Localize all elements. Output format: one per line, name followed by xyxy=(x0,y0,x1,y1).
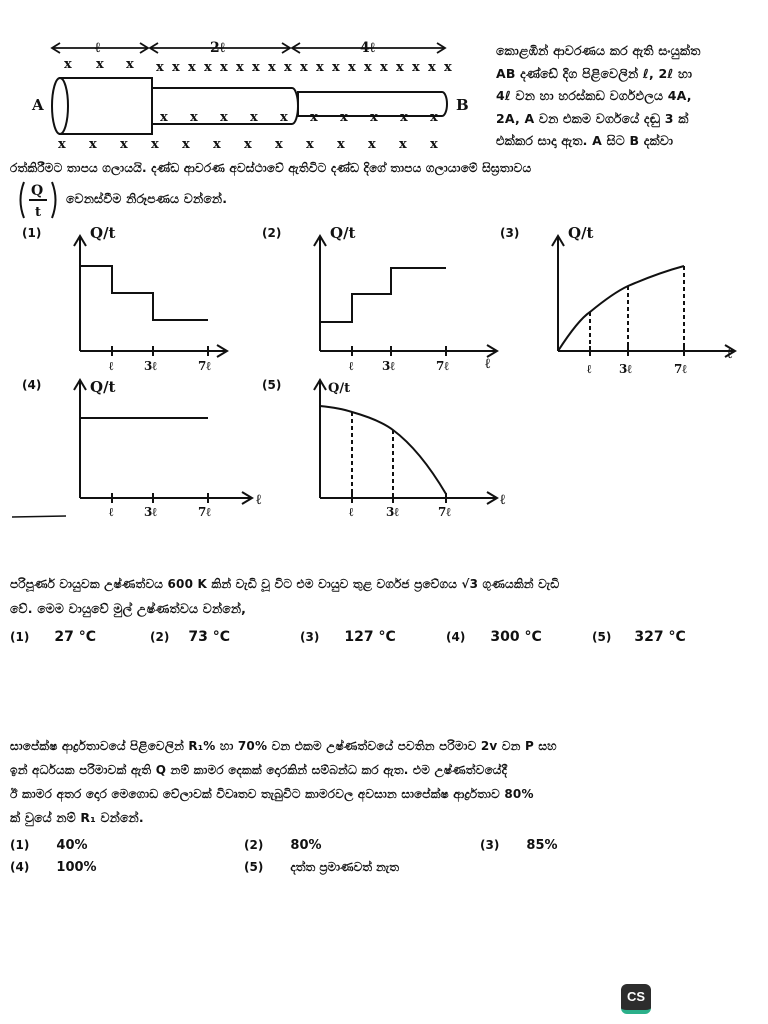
q1-text-line: AB දණ්ඩේ දිග පිළිවෙලින් ℓ, 2ℓ හා xyxy=(496,65,693,81)
insulation-x-mark: x xyxy=(151,137,159,152)
rising-curve xyxy=(558,266,684,351)
q1-option-2-number[interactable]: (2) xyxy=(262,226,282,240)
x-tick: 3ℓ xyxy=(144,359,157,373)
q1-option-1-graph[interactable] xyxy=(50,218,230,373)
x-tick: 3ℓ xyxy=(619,362,632,376)
q2-option-4[interactable] xyxy=(446,626,542,645)
option-value: 127 °C xyxy=(344,629,396,645)
x-tick: 7ℓ xyxy=(198,505,211,519)
end-label-b: B xyxy=(456,96,469,114)
y-axis-label: Q/t xyxy=(328,381,351,396)
q1-text-line-7: වෙනස්වීම නිරූපණය වන්නේ. xyxy=(66,191,228,206)
x-tick: ℓ xyxy=(349,505,354,519)
rod-sections xyxy=(52,78,447,134)
q2-option-3[interactable] xyxy=(300,626,396,645)
insulation-x-mark: x xyxy=(268,60,276,75)
composite-rod-diagram xyxy=(20,30,490,165)
x-axis-label: ℓ xyxy=(485,356,491,372)
q3-option-1[interactable] xyxy=(10,834,88,853)
q1-option-5-number[interactable]: (5) xyxy=(262,378,282,392)
option-value: 300 °C xyxy=(490,629,542,645)
insulation-x-mark: x xyxy=(284,60,292,75)
insulation-x-mark: x xyxy=(280,110,288,125)
q3-text-line-1: සාපේක්ෂ ආර්ද්‍රතාවයේ පිළිවෙලින් R₁% හා 70% වන එකම උෂ්ණත්වයේ පවතින පරිමාව 2v වන P සහ xyxy=(10,739,557,753)
insulation-x-mark: x xyxy=(120,137,128,152)
q1-option-2-graph[interactable] xyxy=(290,218,505,373)
length-dimension-arrows xyxy=(52,43,445,53)
option-value: 80% xyxy=(290,838,322,853)
insulation-x-mark: x xyxy=(188,60,196,75)
x-tick: ℓ xyxy=(109,505,114,519)
option-number: (2) xyxy=(150,630,170,644)
insulation-x-mark: x xyxy=(160,110,168,125)
insulation-x-mark: x xyxy=(213,137,221,152)
length-label-1: ℓ xyxy=(95,40,101,56)
option-number: (1) xyxy=(10,838,30,852)
insulation-x-mark: x xyxy=(126,57,134,72)
fraction-numerator: Q xyxy=(31,183,44,199)
option-number: (4) xyxy=(10,860,30,874)
q3-text-line-4: ක් වුයේ නම් R₁ වන්නේ. xyxy=(10,810,144,825)
option-number: (3) xyxy=(480,838,500,852)
q3-option-2[interactable] xyxy=(244,834,322,853)
insulation-x-mark: x xyxy=(275,137,283,152)
option-number: (5) xyxy=(244,860,264,874)
insulation-x-mark: x xyxy=(190,110,198,125)
insulation-x-mark: x xyxy=(236,60,244,75)
insulation-x-mark: x xyxy=(156,60,164,75)
insulation-x-mark: x xyxy=(380,60,388,75)
y-axis-label: Q/t xyxy=(568,224,594,242)
option-value: 73 °C xyxy=(188,629,231,645)
x-tick: ℓ xyxy=(109,359,114,373)
insulation-x-mark: x xyxy=(444,60,452,75)
q2-option-2[interactable] xyxy=(150,626,230,645)
q2-text-line-1: පරිපූර්ණ වායුවක උෂ්ණත්වය 600 K කින් වැඩි වූ විට එම වායුව තුළ වර්ගජ ප්‍රවේගය √3 ගුණයකින් වැඩි xyxy=(10,577,560,591)
y-axis-label: Q/t xyxy=(90,224,116,242)
insulation-x-mark: x xyxy=(370,110,378,125)
option-number: (3) xyxy=(300,630,320,644)
insulation-x-mark: x xyxy=(182,137,190,152)
x-axis-label: ℓ xyxy=(256,492,262,508)
insulation-x-mark: x xyxy=(348,60,356,75)
fraction-denominator: t xyxy=(35,205,42,220)
insulation-x-mark: x xyxy=(412,60,420,75)
insulation-x-mark: x xyxy=(368,137,376,152)
step-up-curve xyxy=(320,268,446,322)
x-tick: ℓ xyxy=(349,359,354,373)
q1-description xyxy=(496,40,764,153)
insulation-x-mark: x xyxy=(430,137,438,152)
insulation-x-mark: x xyxy=(400,110,408,125)
insulation-x-mark: x xyxy=(340,110,348,125)
insulation-x-mark: x xyxy=(306,137,314,152)
option-value: 100% xyxy=(56,860,97,875)
length-label-3: 4ℓ xyxy=(360,40,375,56)
insulation-x-mark: x xyxy=(332,60,340,75)
length-label-2: 2ℓ xyxy=(210,40,225,56)
x-tick: 7ℓ xyxy=(198,359,211,373)
insulation-x-mark: x xyxy=(244,137,252,152)
x-tick: 3ℓ xyxy=(382,359,395,373)
insulation-x-mark: x xyxy=(220,110,228,125)
insulation-x-mark: x xyxy=(364,60,372,75)
q2-option-5[interactable] xyxy=(592,626,686,645)
insulation-x-mark: x xyxy=(220,60,228,75)
insulation-x-mark: x xyxy=(310,110,318,125)
insulation-x-mark: x xyxy=(58,137,66,152)
y-axis-label: Q/t xyxy=(330,224,356,242)
step-down-curve xyxy=(80,266,208,320)
q3-option-5[interactable] xyxy=(244,856,399,875)
insulation-x-mark: x xyxy=(252,60,260,75)
option-value: 85% xyxy=(526,838,558,853)
x-tick: 7ℓ xyxy=(674,362,687,376)
x-tick: 7ℓ xyxy=(436,359,449,373)
insulation-x-mark: x xyxy=(300,60,308,75)
x-axis-label: ℓ xyxy=(727,346,733,362)
q3-text-line-3: ඊ කාමර අතර දොර මෙගොඩ වේලාවක් විවෘතව තැබුවිට කාමරවල අවසාන සාපේක්ෂ ආර්ද්‍රතාව 80% xyxy=(10,787,534,801)
x-tick: 3ℓ xyxy=(386,505,399,519)
insulation-x-mark: x xyxy=(337,137,345,152)
insulation-x-mark: x xyxy=(64,57,72,72)
q3-option-4[interactable] xyxy=(10,856,97,875)
q1-text-line: 2A, A වන එකම වර්ගයේ දඬු 3 ක් xyxy=(496,110,689,126)
falling-curve xyxy=(320,406,446,494)
q1-option-5-graph[interactable] xyxy=(290,370,515,520)
x-tick: 7ℓ xyxy=(438,505,451,519)
insulation-x-mark: x xyxy=(430,110,438,125)
rod-end-a xyxy=(52,78,68,134)
insulation-x-mark: x xyxy=(396,60,404,75)
camscanner-logo: CS xyxy=(621,984,651,1014)
x-tick: ℓ xyxy=(587,362,592,376)
option-value: 27 °C xyxy=(54,629,97,645)
option-number: (4) xyxy=(446,630,466,644)
y-axis-label: Q/t xyxy=(90,378,116,396)
option-value: 327 °C xyxy=(634,629,686,645)
option-number: (2) xyxy=(244,838,264,852)
q1-option-1-number[interactable]: (1) xyxy=(22,226,42,240)
insulation-x-mark: x xyxy=(399,137,407,152)
x-axis-label: ℓ xyxy=(500,492,506,508)
q3-text-line-2: ඉන් අර්ධයක පරිමාවක් ඇති Q නම් කාමර දෙකක් දොරකින් සම්බන්ධ කර ඇත. එම උෂ්ණත්වයේදී xyxy=(10,763,508,777)
option-number: (1) xyxy=(10,630,30,644)
q1-text-line: කොළඹින් ආවරණය කර ඇති සංයුක්ත xyxy=(496,43,701,58)
q1-option-3-graph[interactable] xyxy=(528,218,743,378)
q1-text-line-6: රත්කිරීමට තාපය ගලායයි. දණ්ඩ ආවරණ අවස්ථාවේ ඇතිවිට දණ්ඩ දිගේ තාපය ගලායාමේ සිඝ්‍රතාවය xyxy=(10,161,532,175)
q2-option-1[interactable] xyxy=(10,626,96,645)
option-value: 40% xyxy=(56,838,88,853)
insulation-x-mark: x xyxy=(172,60,180,75)
q1-option-3-number[interactable]: (3) xyxy=(500,226,520,240)
insulation-x-mark: x xyxy=(316,60,324,75)
insulation-x-mark: x xyxy=(96,57,104,72)
q1-option-4-graph[interactable] xyxy=(50,370,275,520)
q-over-t-fraction xyxy=(14,178,62,222)
insulation-x-mark: x xyxy=(204,60,212,75)
q3-option-3[interactable] xyxy=(480,834,558,853)
q2-text-line-2: වේ. මෙම වායුවේ මුල් උෂ්ණත්වය වන්නේ, xyxy=(10,601,247,616)
insulation-x-mark: x xyxy=(89,137,97,152)
insulation-x-mark: x xyxy=(428,60,436,75)
q1-text-line: 4ℓ වන හා හරස්කඩ වර්ගඵලය 4A, xyxy=(496,88,692,103)
rod-section-thick xyxy=(60,78,152,134)
decorative-dash xyxy=(10,512,70,520)
q1-option-4-number[interactable]: (4) xyxy=(22,378,42,392)
x-tick: 3ℓ xyxy=(144,505,157,519)
option-value: දත්ත ප්‍රමාණවත් නැත xyxy=(290,860,399,874)
q1-text-line: එක්කර සාදා ඇත. A සිට B දක්වා xyxy=(496,133,674,148)
end-label-a: A xyxy=(32,96,44,114)
option-number: (5) xyxy=(592,630,612,644)
insulation-x-mark: x xyxy=(250,110,258,125)
